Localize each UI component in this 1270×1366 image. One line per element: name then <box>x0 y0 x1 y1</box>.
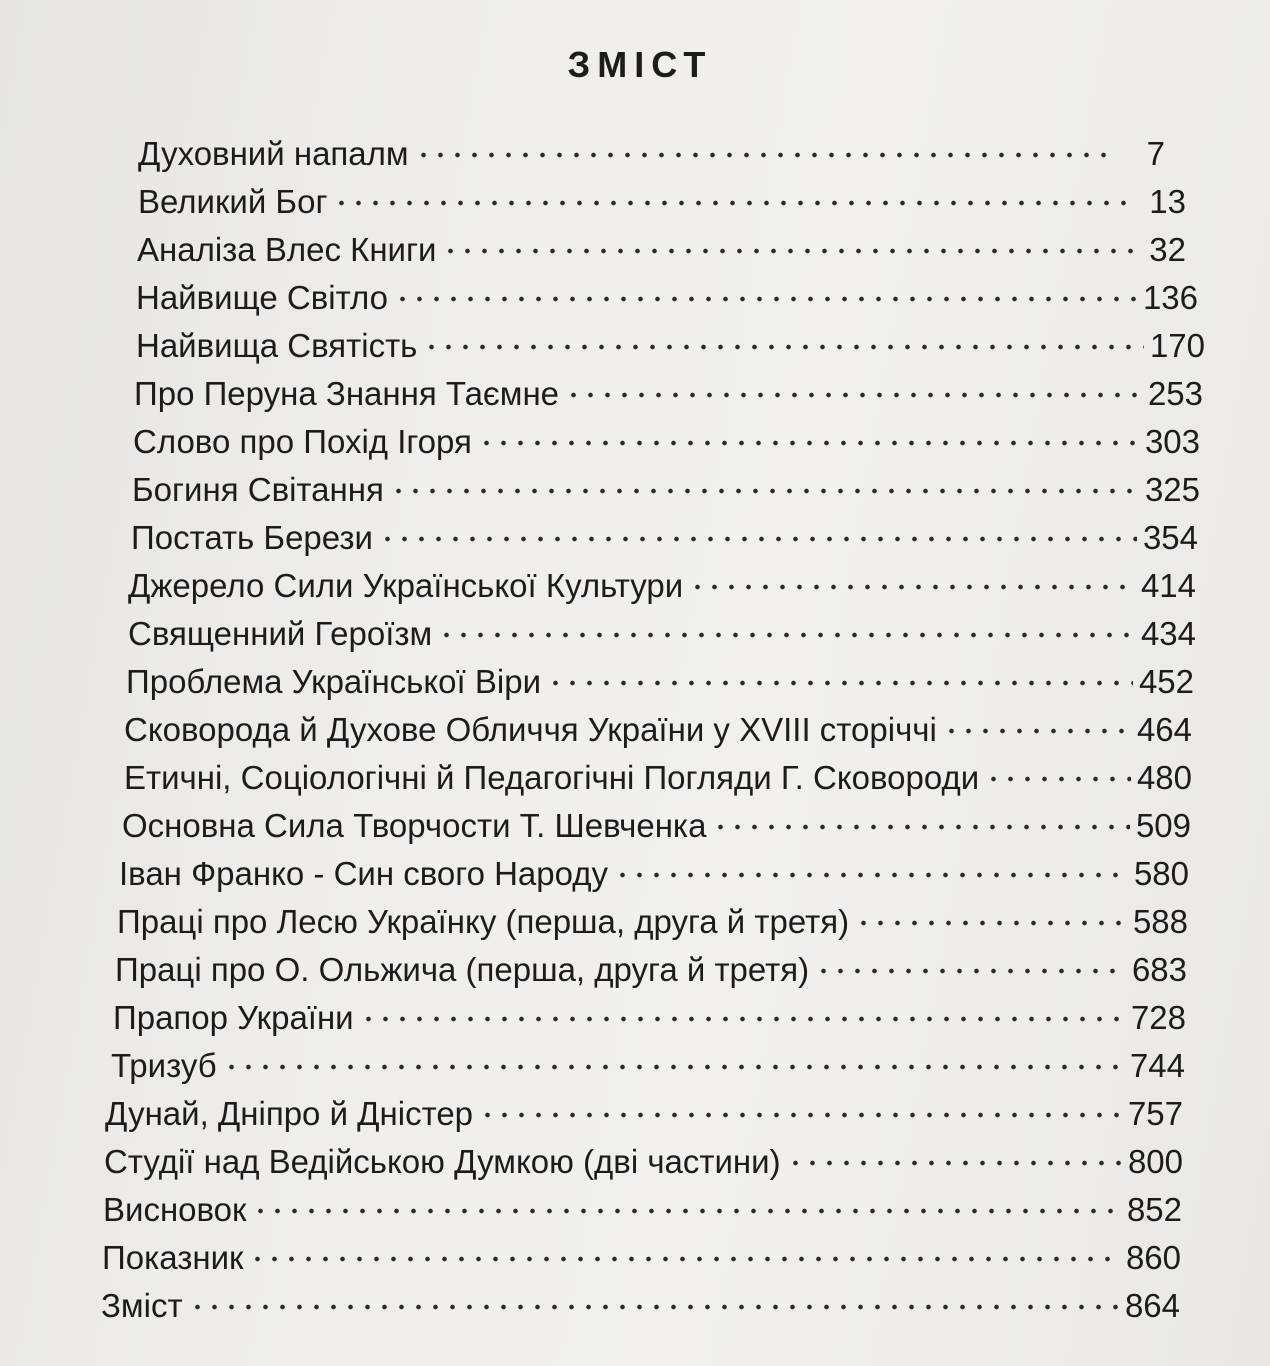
dot-leader <box>479 1111 1122 1119</box>
toc-entry-title: Богиня Світання <box>132 471 384 508</box>
toc-entry <box>0 322 1270 370</box>
toc-entry <box>0 418 1270 466</box>
dot-leader <box>614 871 1128 879</box>
toc-entry <box>0 514 1270 562</box>
toc-entry <box>0 802 1270 850</box>
toc-entry-title: Прапор України <box>113 999 354 1036</box>
toc-entry-title: Етичні, Соціологічні й Педагогічні Погляди Г. Сковороди <box>124 759 980 796</box>
toc-entry-page-number: 580 <box>1133 855 1189 892</box>
toc-entry <box>0 1282 1270 1330</box>
toc-entry <box>0 226 1270 274</box>
toc-entry-title: Постать Берези <box>131 519 373 556</box>
toc-entry-page-number: 728 <box>1130 999 1186 1036</box>
dot-leader <box>249 1255 1119 1263</box>
dot-leader <box>223 1063 1124 1071</box>
dot-leader <box>815 967 1126 975</box>
toc-entry-title: Найвища Святість <box>136 327 418 364</box>
dot-leader <box>787 1159 1122 1167</box>
toc-entry <box>0 610 1270 658</box>
dot-leader <box>565 391 1142 399</box>
dot-leader <box>943 727 1131 735</box>
toc-entry <box>0 1234 1270 1282</box>
dot-leader <box>394 295 1137 303</box>
toc-entry-title: Висновок <box>103 1191 247 1228</box>
toc-entry-title: Великий Бог <box>138 183 328 220</box>
dot-leader <box>423 343 1144 351</box>
toc-entry-page-number: 860 <box>1125 1239 1181 1276</box>
toc-entry-page-number: 325 <box>1144 471 1200 508</box>
toc-entry <box>0 130 1270 178</box>
toc-entry <box>0 1186 1270 1234</box>
toc-entry-page-number: 170 <box>1149 327 1205 364</box>
toc-entry-title: Про Перуна Знання Таємне <box>134 375 560 412</box>
dot-leader <box>689 583 1135 591</box>
toc-entry-title: Джерело Сили Української Культури <box>128 567 684 604</box>
toc-entry-page-number: 588 <box>1132 903 1188 940</box>
dot-leader <box>985 775 1131 783</box>
dot-leader <box>379 535 1137 543</box>
toc-entry <box>0 178 1270 226</box>
toc-entry-title: Студії над Ведійською Думкою (дві частини) <box>104 1143 781 1180</box>
toc-entry-title: Іван Франко - Син свого Народу <box>119 855 609 892</box>
toc-entry-page-number: 509 <box>1135 807 1191 844</box>
toc-entry-title: Священний Героїзм <box>128 615 433 652</box>
toc-entry-page-number: 434 <box>1140 615 1196 652</box>
toc-entry-page-number: 414 <box>1140 567 1196 604</box>
toc-entry-title: Аналіза Влес Книги <box>137 231 437 268</box>
toc-entry-title: Праці про О. Ольжича (перша, друга й третя) <box>115 951 810 988</box>
toc-entry <box>0 994 1270 1042</box>
toc-entry-page-number: 744 <box>1129 1047 1185 1084</box>
toc-entry <box>0 466 1270 514</box>
dot-leader <box>360 1015 1125 1023</box>
dot-leader <box>855 919 1127 927</box>
toc-entry-title: Показник <box>102 1239 244 1276</box>
toc-entry-title: Духовний напалм <box>138 135 409 172</box>
dot-leader <box>478 439 1139 447</box>
toc-entry <box>0 274 1270 322</box>
dot-leader <box>712 823 1129 831</box>
toc-entry <box>0 1042 1270 1090</box>
toc-entry-title: Найвище Світло <box>136 279 388 316</box>
dot-leader <box>438 631 1135 639</box>
toc-entry <box>0 946 1270 994</box>
toc-entry <box>0 370 1270 418</box>
toc-entry-page-number: 253 <box>1147 375 1203 412</box>
toc-entry-page-number: 683 <box>1131 951 1187 988</box>
toc-entry <box>0 562 1270 610</box>
dot-leader <box>252 1207 1120 1215</box>
toc-entry-page-number: 852 <box>1126 1191 1182 1228</box>
table-of-contents <box>0 130 1270 1330</box>
toc-entry-page-number: 864 <box>1124 1287 1180 1324</box>
toc-entry-title: Зміст <box>101 1287 183 1324</box>
toc-entry-title: Слово про Похід Ігоря <box>133 423 472 460</box>
toc-entry-title: Тризуб <box>111 1047 217 1084</box>
toc-entry <box>0 1138 1270 1186</box>
toc-entry <box>0 658 1270 706</box>
page-title: ЗМІСТ <box>567 44 713 85</box>
toc-entry-page-number: 464 <box>1136 711 1192 748</box>
toc-entry-page-number: 7 <box>1146 135 1165 172</box>
toc-entry <box>0 850 1270 898</box>
toc-entry-title: Сковорода й Духове Обличчя України у XVIII сторіччі <box>124 711 937 748</box>
dot-leader <box>415 151 1113 159</box>
dot-leader <box>390 487 1139 495</box>
toc-entry-page-number: 32 <box>1149 231 1186 268</box>
toc-entry <box>0 706 1270 754</box>
dot-leader <box>547 679 1133 687</box>
toc-entry-title: Основна Сила Творчости Т. Шевченка <box>122 807 707 844</box>
toc-entry <box>0 1090 1270 1138</box>
dot-leader <box>442 247 1134 255</box>
toc-entry-title: Проблема Української Віри <box>126 663 541 700</box>
dot-leader <box>333 199 1134 207</box>
toc-entry <box>0 754 1270 802</box>
toc-entry <box>0 898 1270 946</box>
toc-entry-page-number: 800 <box>1127 1143 1183 1180</box>
toc-entry-page-number: 354 <box>1142 519 1198 556</box>
toc-entry-title: Праці про Лесю Українку (перша, друга й третя) <box>117 903 850 940</box>
dot-leader <box>189 1303 1119 1311</box>
toc-entry-page-number: 480 <box>1136 759 1192 796</box>
toc-entry-page-number: 13 <box>1149 183 1186 220</box>
toc-entry-page-number: 452 <box>1138 663 1194 700</box>
toc-entry-page-number: 303 <box>1144 423 1200 460</box>
toc-entry-title: Дунай, Дніпро й Дністер <box>105 1095 474 1132</box>
toc-entry-page-number: 757 <box>1127 1095 1183 1132</box>
toc-entry-page-number: 136 <box>1142 279 1198 316</box>
